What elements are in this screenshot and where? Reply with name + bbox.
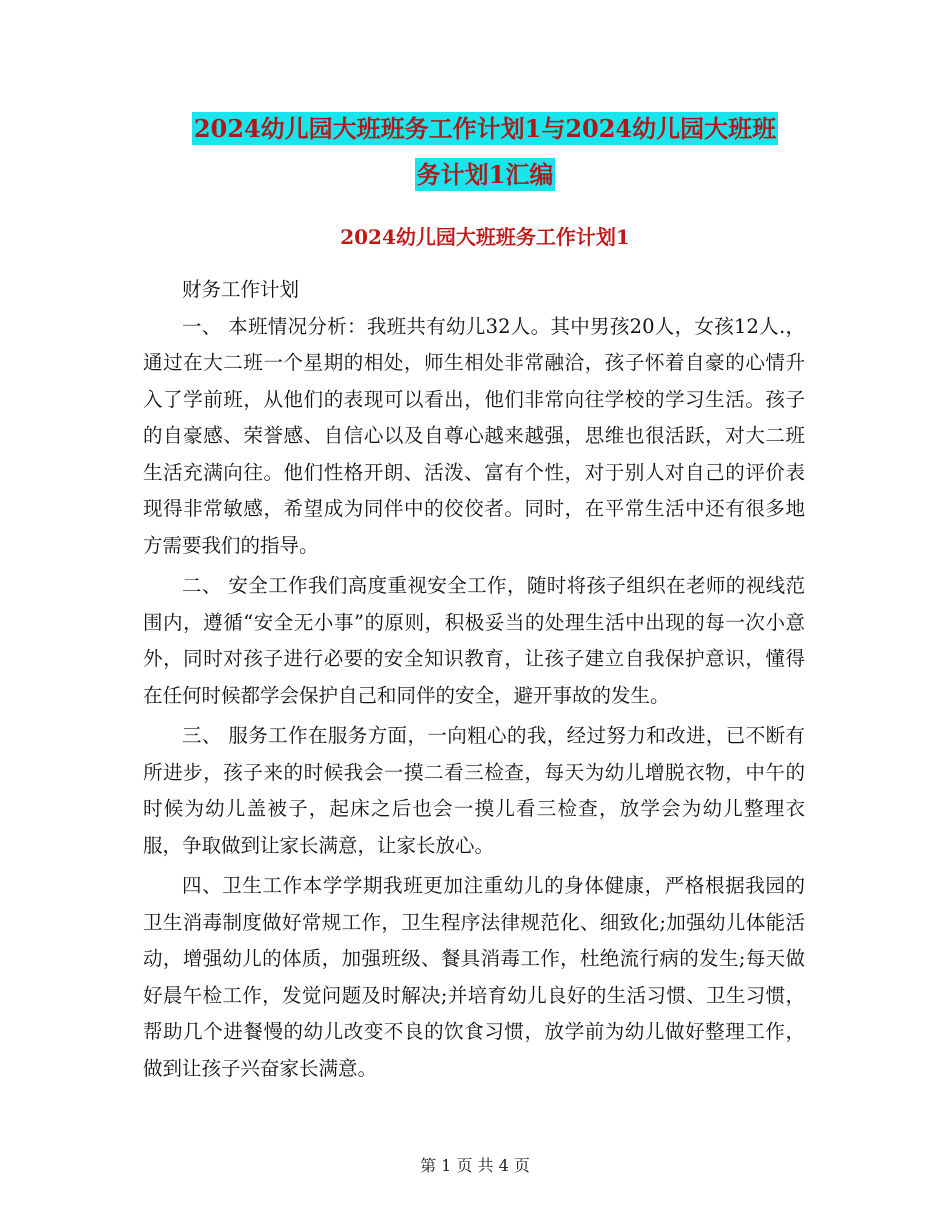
- paragraph-heading: 财务工作计划: [182, 278, 300, 301]
- section-title: 2024幼儿园大班班务工作计划1: [340, 225, 630, 249]
- paragraph-safety: 二、 安全工作我们高度重视安全工作，随时将孩子组织在老师的视线范围内，遵循“安全无小事”的原则，积极妥当的处理生活中出现的每一次小意外，同时对孩子进行必要的安全知识教育，让孩子建立自我保护意识，懂得在任何时候都学会保护自己和同伴的安全，避开事故的发生。: [143, 574, 805, 707]
- document-title-line1: 2024幼儿园大班班务工作计划1与2024幼儿园大班班: [193, 114, 777, 143]
- document-title-line2: 务计划1汇编: [416, 160, 554, 189]
- page-footer: 第 1 页 共 4 页: [420, 1156, 530, 1175]
- paragraph-class-analysis: 一、 本班情况分析：我班共有幼儿32人。其中男孩20人，女孩12人.，通过在大二班一个星期的相处，师生相处非常融洽，孩子怀着自豪的心情升入了学前班，从他们的表现可以看出，他们非常向往学校的学习生活。孩子的自豪感、荣誉感、自信心以及自尊心越来越强，思维也很活跃，对大二班生活充满向往。他们性格开朗、活泼、富有个性，对于别人对自己的评价表现得非常敏感，希望成为同伴中的佼佼者。同时，在平常生活中还有很多地方需要我们的指导。: [143, 314, 805, 557]
- paragraph-service: 三、 服务工作在服务方面，一向粗心的我，经过努力和改进，已不断有所进步，孩子来的时候我会一摸二看三检查，每天为幼儿增脱衣物，中午的时候为幼儿盖被子，起床之后也会一摸儿看三检查，放学会为幼儿整理衣服，争取做到让家长满意，让家长放心。: [143, 724, 805, 857]
- document-body: [143, 272, 805, 1087]
- paragraph-hygiene: 四、卫生工作本学学期我班更加注重幼儿的身体健康，严格根据我园的卫生消毒制度做好常规工作，卫生程序法律规范化、细致化;加强幼儿体能活动，增强幼儿的体质，加强班级、餐具消毒工作，杜绝流行病的发生;每天做好晨午检工作，发觉问题及时解决;并培育幼儿良好的生活习惯、卫生习惯，帮助几个进餐慢的幼儿改变不良的饮食习惯，放学前为幼儿做好整理工作，做到让孩子兴奋家长满意。: [143, 874, 805, 1080]
- document-title: [140, 106, 830, 198]
